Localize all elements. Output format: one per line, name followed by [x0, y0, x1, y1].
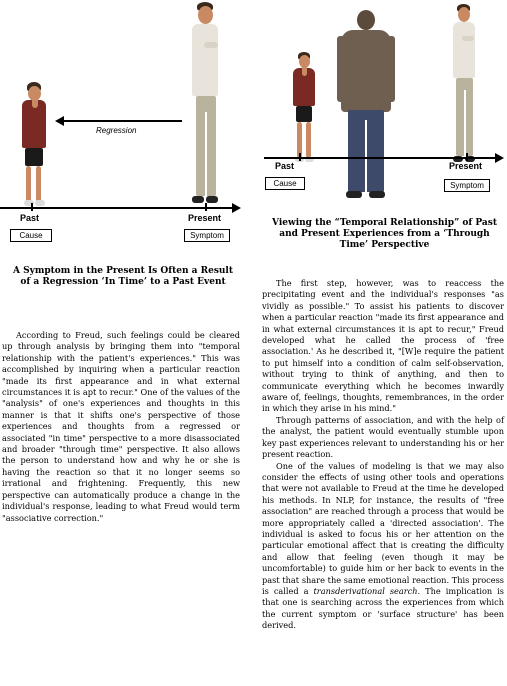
left-present-label: Present [188, 213, 222, 223]
left-body-text [2, 330, 240, 524]
left-figure-caption: A Symptom in the Present Is Often a Result of a Regression ‘In Time’ to a Past Event [12, 266, 234, 287]
regression-arrowhead [55, 116, 64, 126]
left-past-label: Past [20, 213, 40, 223]
left-symptom-box: Symptom [184, 229, 230, 242]
observer-figure [336, 10, 396, 200]
right-paragraph-2: Through patterns of association, and with the help of the analyst, the patient would eventually stumble upon key past experiences relevant to understanding his or her present reaction. [262, 414, 504, 460]
right-past-label: Past [275, 161, 295, 171]
right-cause-box: Cause [265, 177, 305, 190]
regression-label: Regression [96, 126, 137, 135]
child-figure-past [18, 58, 48, 208]
right-present-label: Present [449, 161, 483, 171]
right-adult-figure [448, 4, 478, 164]
regression-arrow [64, 120, 182, 122]
left-cause-box: Cause [10, 229, 52, 242]
left-paragraph-1: According to Freud, such feelings could be cleared up through analysis by bringing them into "temporal relationship with the patient's experiences." This was accomplished by inquiring when a particular reaction "made its first appearance and in what external circumstances it is apt to recur." One of the values of the "analysis" of one's experiences and thoughts in this manner is that it shifts one's perspective of those experiences and thoughts from a regressed or associated "in time" perspective to a more disassociated and broader "through time" perspective. It also allows the person to understand how and why he or she is having the reaction so that it no longer seems so irrational and frightening. Frequently, this new perspective can automatically produce a change in the individual's response, leading to what Freud would term "associative correction." [2, 330, 240, 523]
right-paragraph-3: One of the values of modeling is that we may also consider the effects of using other tools and operations that were not available to Freud at the time he developed his methods. In NLP, for instance, the results of "free association" are reached through a process that would be more appropriately called a 'directed association'. The individual is asked to focus his or her attention on the particular emotional affect that is creating the difficulty and allow that feeling (even though it may be uncomfortable) to guide him or her back to events in the past that share the same emotional reaction. This process is called a transderivational search. The implication is that one is searching across the experiences from which the current symptom or 'surface structure' has been derived. [262, 460, 504, 631]
left-timeline-arrowhead [232, 203, 241, 213]
right-timeline-arrowhead [495, 153, 504, 163]
left-timeline [0, 207, 233, 209]
adult-figure-present [186, 2, 222, 207]
right-body-text [262, 278, 504, 632]
right-paragraph-1: The first step, however, was to reaccess the precipitating event and the individual's responses "as vividly as possible." To assist his patients to discover when a particular reaction "made its first appearance and in what external circumstances it is apt to recur," Freud developed what he called the process of 'free association.' As he described it, "[W]e require the patient to put himself into a condition of calm self-observation, without trying to think of anything, and then to communicate everything which he becomes inwardly aware of, feelings, thoughts, remembrances, in the order in which they arise in his mind." [262, 278, 504, 414]
transderivational-search-term: transderivational search [313, 585, 418, 596]
right-child-figure [290, 52, 318, 164]
right-figure-caption: Viewing the “Temporal Relationship” of Past and Present Experiences from a ‘Through Time’ Perspective [272, 218, 497, 250]
right-symptom-box: Symptom [444, 179, 490, 192]
